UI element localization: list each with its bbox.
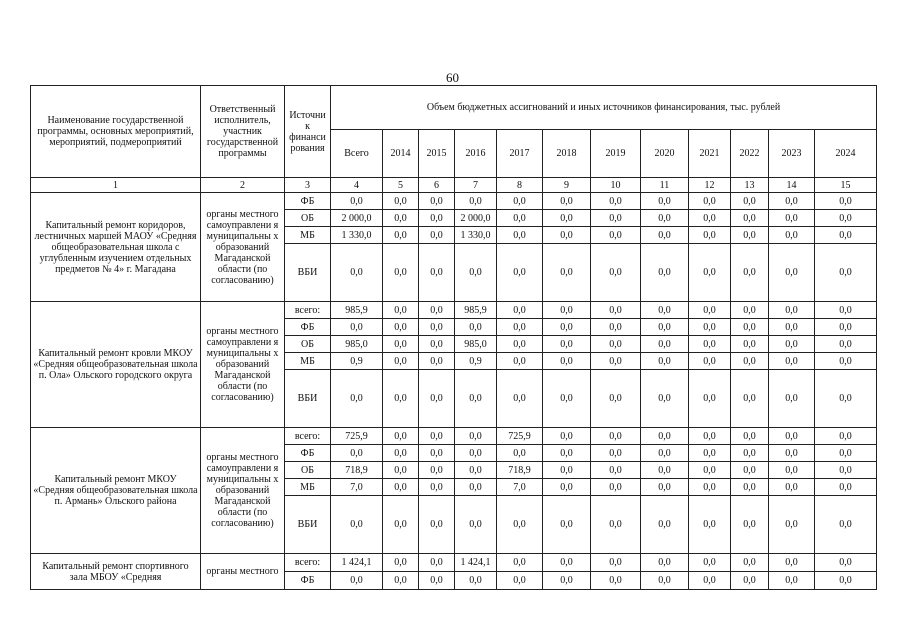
year-value: 718,9 bbox=[497, 462, 543, 479]
year-value: 0,0 bbox=[419, 227, 455, 244]
header-year: 2016 bbox=[455, 130, 497, 178]
year-value: 0,0 bbox=[591, 210, 641, 227]
year-value: 0,0 bbox=[419, 319, 455, 336]
year-value: 0,0 bbox=[383, 445, 419, 462]
responsible-executor: органы местного bbox=[201, 554, 285, 590]
year-value: 0,0 bbox=[497, 336, 543, 353]
year-value: 0,0 bbox=[815, 353, 877, 370]
year-value: 0,0 bbox=[731, 496, 769, 554]
column-number: 14 bbox=[769, 178, 815, 193]
funding-source: ФБ bbox=[285, 572, 331, 590]
funding-source: ФБ bbox=[285, 319, 331, 336]
year-value: 985,0 bbox=[455, 336, 497, 353]
year-value: 0,0 bbox=[731, 302, 769, 319]
year-value: 0,0 bbox=[731, 244, 769, 302]
year-value: 0,0 bbox=[815, 445, 877, 462]
year-value: 0,0 bbox=[731, 572, 769, 590]
year-value: 0,0 bbox=[543, 244, 591, 302]
year-value: 0,0 bbox=[543, 496, 591, 554]
year-value: 0,0 bbox=[815, 302, 877, 319]
year-value: 0,0 bbox=[383, 496, 419, 554]
year-value: 0,0 bbox=[689, 496, 731, 554]
year-value: 0,0 bbox=[641, 353, 689, 370]
year-value: 0,0 bbox=[641, 336, 689, 353]
year-value: 0,0 bbox=[543, 554, 591, 572]
year-value: 0,0 bbox=[731, 353, 769, 370]
year-value: 0,0 bbox=[689, 302, 731, 319]
year-value: 0,0 bbox=[383, 193, 419, 210]
year-value: 0,0 bbox=[419, 210, 455, 227]
total-value: 0,0 bbox=[331, 370, 383, 428]
year-value: 0,0 bbox=[497, 302, 543, 319]
year-value: 0,0 bbox=[497, 193, 543, 210]
year-value: 0,0 bbox=[769, 227, 815, 244]
column-number: 9 bbox=[543, 178, 591, 193]
header-year: 2022 bbox=[731, 130, 769, 178]
year-value: 0,0 bbox=[591, 554, 641, 572]
column-number: 11 bbox=[641, 178, 689, 193]
funding-source: ВБИ bbox=[285, 370, 331, 428]
column-number: 12 bbox=[689, 178, 731, 193]
year-value: 0,0 bbox=[419, 193, 455, 210]
year-value: 0,0 bbox=[455, 462, 497, 479]
year-value: 0,0 bbox=[591, 479, 641, 496]
year-value: 0,0 bbox=[641, 193, 689, 210]
header-year: 2017 bbox=[497, 130, 543, 178]
column-number: 1 bbox=[31, 178, 201, 193]
year-value: 0,0 bbox=[689, 244, 731, 302]
year-value: 0,0 bbox=[769, 445, 815, 462]
year-value: 0,0 bbox=[591, 572, 641, 590]
year-value: 0,0 bbox=[815, 210, 877, 227]
funding-source: всего: bbox=[285, 554, 331, 572]
year-value: 0,0 bbox=[543, 370, 591, 428]
header-year: 2018 bbox=[543, 130, 591, 178]
year-value: 0,0 bbox=[497, 210, 543, 227]
year-value: 0,0 bbox=[689, 572, 731, 590]
year-value: 0,0 bbox=[769, 572, 815, 590]
year-value: 0,0 bbox=[419, 496, 455, 554]
year-value: 0,0 bbox=[769, 370, 815, 428]
table-row bbox=[31, 302, 877, 319]
year-value: 0,0 bbox=[455, 370, 497, 428]
year-value: 0,0 bbox=[543, 572, 591, 590]
total-value: 725,9 bbox=[331, 428, 383, 445]
year-value: 0,0 bbox=[591, 244, 641, 302]
year-value: 0,0 bbox=[815, 554, 877, 572]
year-value: 0,0 bbox=[815, 244, 877, 302]
year-value: 0,0 bbox=[769, 428, 815, 445]
year-value: 0,0 bbox=[641, 572, 689, 590]
header-total: Всего bbox=[331, 130, 383, 178]
year-value: 0,0 bbox=[543, 462, 591, 479]
year-value: 0,0 bbox=[689, 554, 731, 572]
year-value: 0,0 bbox=[591, 193, 641, 210]
year-value: 0,0 bbox=[543, 428, 591, 445]
year-value: 0,0 bbox=[641, 302, 689, 319]
year-value: 0,0 bbox=[543, 210, 591, 227]
funding-source: всего: bbox=[285, 428, 331, 445]
header-year: 2023 bbox=[769, 130, 815, 178]
header-responsible: Ответственный исполнитель, участник государственной программы bbox=[201, 86, 285, 178]
year-value: 0,0 bbox=[769, 193, 815, 210]
year-value: 0,0 bbox=[641, 554, 689, 572]
funding-source: ВБИ bbox=[285, 244, 331, 302]
year-value: 0,0 bbox=[731, 336, 769, 353]
funding-source: ВБИ bbox=[285, 496, 331, 554]
year-value: 0,0 bbox=[731, 479, 769, 496]
year-value: 0,0 bbox=[641, 370, 689, 428]
year-value: 0,0 bbox=[769, 244, 815, 302]
column-number: 10 bbox=[591, 178, 641, 193]
year-value: 0,0 bbox=[383, 428, 419, 445]
year-value: 725,9 bbox=[497, 428, 543, 445]
year-value: 0,0 bbox=[543, 353, 591, 370]
year-value: 0,0 bbox=[455, 244, 497, 302]
year-value: 0,0 bbox=[591, 496, 641, 554]
year-value: 7,0 bbox=[497, 479, 543, 496]
year-value: 0,0 bbox=[641, 445, 689, 462]
funding-source: МБ bbox=[285, 227, 331, 244]
year-value: 0,0 bbox=[497, 244, 543, 302]
responsible-executor: органы местного самоуправлени я муниципальны х образований Магаданской области (по согласованию) bbox=[201, 302, 285, 428]
year-value: 0,0 bbox=[769, 554, 815, 572]
year-value: 0,0 bbox=[591, 445, 641, 462]
header-year: 2021 bbox=[689, 130, 731, 178]
year-value: 0,0 bbox=[641, 210, 689, 227]
year-value: 0,0 bbox=[689, 428, 731, 445]
program-name: Капитальный ремонт кровли МКОУ «Средняя общеобразовательная школа п. Ола» Ольского городского округа bbox=[31, 302, 201, 428]
header-year: 2014 bbox=[383, 130, 419, 178]
total-value: 0,9 bbox=[331, 353, 383, 370]
year-value: 0,0 bbox=[689, 193, 731, 210]
column-number: 2 bbox=[201, 178, 285, 193]
year-value: 0,0 bbox=[815, 336, 877, 353]
year-value: 0,0 bbox=[591, 462, 641, 479]
column-number: 3 bbox=[285, 178, 331, 193]
table-row bbox=[31, 428, 877, 445]
year-value: 0,0 bbox=[383, 227, 419, 244]
year-value: 0,0 bbox=[641, 319, 689, 336]
year-value: 0,0 bbox=[419, 462, 455, 479]
year-value: 0,0 bbox=[383, 572, 419, 590]
year-value: 0,0 bbox=[383, 336, 419, 353]
year-value: 985,9 bbox=[455, 302, 497, 319]
year-value: 1 330,0 bbox=[455, 227, 497, 244]
year-value: 0,0 bbox=[383, 244, 419, 302]
total-value: 0,0 bbox=[331, 319, 383, 336]
year-value: 0,0 bbox=[815, 462, 877, 479]
year-value: 0,0 bbox=[641, 479, 689, 496]
header-year: 2024 bbox=[815, 130, 877, 178]
year-value: 0,0 bbox=[383, 462, 419, 479]
funding-source: всего: bbox=[285, 302, 331, 319]
year-value: 0,0 bbox=[731, 319, 769, 336]
funding-source: ФБ bbox=[285, 445, 331, 462]
year-value: 0,0 bbox=[383, 302, 419, 319]
year-value: 0,0 bbox=[543, 227, 591, 244]
year-value: 0,0 bbox=[769, 302, 815, 319]
year-value: 0,0 bbox=[543, 302, 591, 319]
year-value: 0,0 bbox=[455, 319, 497, 336]
table-row bbox=[31, 193, 877, 210]
year-value: 0,0 bbox=[731, 462, 769, 479]
year-value: 0,0 bbox=[419, 244, 455, 302]
year-value: 0,0 bbox=[689, 445, 731, 462]
responsible-executor: органы местного самоуправлени я муниципальны х образований Магаданской области (по согласованию) bbox=[201, 193, 285, 302]
year-value: 0,0 bbox=[419, 572, 455, 590]
year-value: 0,0 bbox=[383, 370, 419, 428]
year-value: 0,0 bbox=[769, 462, 815, 479]
total-value: 0,0 bbox=[331, 572, 383, 590]
column-number: 7 bbox=[455, 178, 497, 193]
year-value: 0,0 bbox=[543, 445, 591, 462]
year-value: 0,0 bbox=[455, 479, 497, 496]
year-value: 0,0 bbox=[383, 319, 419, 336]
year-value: 0,0 bbox=[383, 353, 419, 370]
total-value: 0,0 bbox=[331, 244, 383, 302]
year-value: 0,0 bbox=[731, 227, 769, 244]
header-year: 2015 bbox=[419, 130, 455, 178]
table-row bbox=[31, 554, 877, 572]
year-value: 0,0 bbox=[641, 496, 689, 554]
total-value: 0,0 bbox=[331, 445, 383, 462]
year-value: 0,0 bbox=[591, 336, 641, 353]
column-number: 15 bbox=[815, 178, 877, 193]
year-value: 0,0 bbox=[815, 227, 877, 244]
year-value: 0,0 bbox=[419, 428, 455, 445]
total-value: 0,0 bbox=[331, 193, 383, 210]
year-value: 0,0 bbox=[769, 319, 815, 336]
year-value: 0,0 bbox=[591, 302, 641, 319]
year-value: 0,0 bbox=[641, 227, 689, 244]
year-value: 0,0 bbox=[815, 370, 877, 428]
year-value: 0,0 bbox=[497, 319, 543, 336]
year-value: 0,0 bbox=[419, 445, 455, 462]
year-value: 0,0 bbox=[419, 302, 455, 319]
year-value: 0,0 bbox=[731, 445, 769, 462]
year-value: 0,0 bbox=[689, 353, 731, 370]
total-value: 985,9 bbox=[331, 302, 383, 319]
column-number: 13 bbox=[731, 178, 769, 193]
year-value: 0,0 bbox=[543, 193, 591, 210]
year-value: 0,0 bbox=[543, 479, 591, 496]
year-value: 0,0 bbox=[731, 210, 769, 227]
header-source: Источни к финанси рования bbox=[285, 86, 331, 178]
year-value: 0,0 bbox=[455, 445, 497, 462]
year-value: 0,0 bbox=[815, 572, 877, 590]
year-value: 0,0 bbox=[689, 227, 731, 244]
total-value: 718,9 bbox=[331, 462, 383, 479]
year-value: 0,0 bbox=[497, 572, 543, 590]
column-number: 6 bbox=[419, 178, 455, 193]
year-value: 0,0 bbox=[455, 193, 497, 210]
year-value: 0,0 bbox=[769, 210, 815, 227]
year-value: 0,0 bbox=[769, 496, 815, 554]
year-value: 0,0 bbox=[591, 353, 641, 370]
year-value: 0,0 bbox=[419, 336, 455, 353]
year-value: 0,0 bbox=[689, 479, 731, 496]
total-value: 2 000,0 bbox=[331, 210, 383, 227]
program-name: Капитальный ремонт спортивного зала МБОУ «Средняя bbox=[31, 554, 201, 590]
year-value: 0,0 bbox=[497, 554, 543, 572]
year-value: 1 424,1 bbox=[455, 554, 497, 572]
year-value: 0,0 bbox=[769, 336, 815, 353]
header-year: 2019 bbox=[591, 130, 641, 178]
year-value: 0,0 bbox=[419, 370, 455, 428]
year-value: 0,0 bbox=[419, 479, 455, 496]
funding-source: ОБ bbox=[285, 336, 331, 353]
year-value: 0,0 bbox=[591, 428, 641, 445]
total-value: 7,0 bbox=[331, 479, 383, 496]
year-value: 0,0 bbox=[383, 479, 419, 496]
total-value: 1 330,0 bbox=[331, 227, 383, 244]
year-value: 0,0 bbox=[543, 336, 591, 353]
budget-table bbox=[30, 85, 877, 590]
year-value: 0,0 bbox=[815, 319, 877, 336]
year-value: 0,0 bbox=[497, 353, 543, 370]
total-value: 1 424,1 bbox=[331, 554, 383, 572]
program-name: Капитальный ремонт МКОУ «Средняя общеобразовательная школа п. Армань» Ольского района bbox=[31, 428, 201, 554]
year-value: 0,0 bbox=[497, 496, 543, 554]
year-value: 0,0 bbox=[497, 227, 543, 244]
year-value: 0,0 bbox=[591, 319, 641, 336]
program-name: Капитальный ремонт коридоров, лестничных маршей МАОУ «Средняя общеобразовательная школа с углубленным изучением отдельных предметов № 4» г. Магадана bbox=[31, 193, 201, 302]
column-number: 8 bbox=[497, 178, 543, 193]
year-value: 0,0 bbox=[769, 479, 815, 496]
total-value: 0,0 bbox=[331, 496, 383, 554]
year-value: 0,0 bbox=[769, 353, 815, 370]
year-value: 2 000,0 bbox=[455, 210, 497, 227]
year-value: 0,0 bbox=[591, 370, 641, 428]
column-number: 5 bbox=[383, 178, 419, 193]
year-value: 0,0 bbox=[383, 210, 419, 227]
year-value: 0,0 bbox=[815, 479, 877, 496]
funding-source: ОБ bbox=[285, 210, 331, 227]
year-value: 0,0 bbox=[543, 319, 591, 336]
year-value: 0,0 bbox=[497, 370, 543, 428]
year-value: 0,0 bbox=[731, 370, 769, 428]
year-value: 0,0 bbox=[641, 462, 689, 479]
year-value: 0,0 bbox=[591, 227, 641, 244]
year-value: 0,0 bbox=[419, 554, 455, 572]
funding-source: МБ bbox=[285, 353, 331, 370]
year-value: 0,0 bbox=[731, 193, 769, 210]
year-value: 0,0 bbox=[455, 428, 497, 445]
year-value: 0,0 bbox=[455, 572, 497, 590]
total-value: 985,0 bbox=[331, 336, 383, 353]
funding-source: ФБ bbox=[285, 193, 331, 210]
year-value: 0,0 bbox=[641, 428, 689, 445]
year-value: 0,9 bbox=[455, 353, 497, 370]
year-value: 0,0 bbox=[641, 244, 689, 302]
year-value: 0,0 bbox=[689, 336, 731, 353]
year-value: 0,0 bbox=[419, 353, 455, 370]
column-number: 4 bbox=[331, 178, 383, 193]
year-value: 0,0 bbox=[815, 496, 877, 554]
funding-source: ОБ bbox=[285, 462, 331, 479]
year-value: 0,0 bbox=[689, 319, 731, 336]
page-number: 60 bbox=[446, 70, 459, 85]
year-value: 0,0 bbox=[455, 496, 497, 554]
header-program-name: Наименование государственной программы, основных мероприятий, мероприятий, подмероприятий bbox=[31, 86, 201, 178]
header-year: 2020 bbox=[641, 130, 689, 178]
year-value: 0,0 bbox=[497, 445, 543, 462]
year-value: 0,0 bbox=[815, 193, 877, 210]
funding-source: МБ bbox=[285, 479, 331, 496]
year-value: 0,0 bbox=[689, 462, 731, 479]
responsible-executor: органы местного самоуправлени я муниципальны х образований Магаданской области (по согласованию) bbox=[201, 428, 285, 554]
year-value: 0,0 bbox=[689, 370, 731, 428]
year-value: 0,0 bbox=[689, 210, 731, 227]
header-volume: Объем бюджетных ассигнований и иных источников финансирования, тыс. рублей bbox=[331, 86, 877, 130]
year-value: 0,0 bbox=[815, 428, 877, 445]
year-value: 0,0 bbox=[731, 554, 769, 572]
year-value: 0,0 bbox=[731, 428, 769, 445]
year-value: 0,0 bbox=[383, 554, 419, 572]
